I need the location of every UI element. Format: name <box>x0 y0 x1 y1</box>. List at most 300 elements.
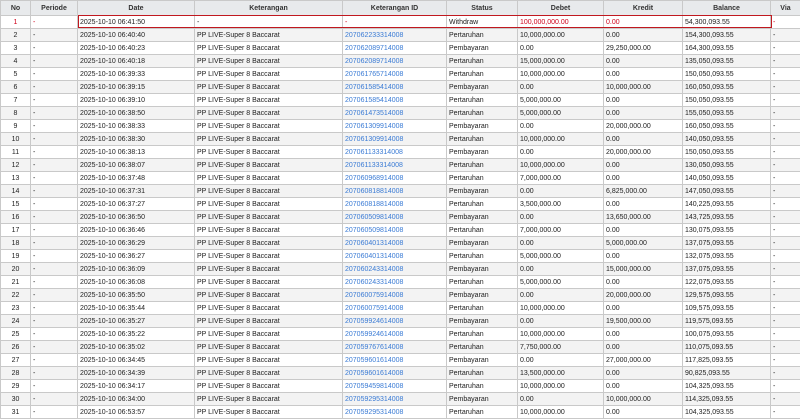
status-cell: Pembayaran <box>447 354 518 367</box>
keterangan-id-link[interactable]: 207059924614008 <box>343 328 447 341</box>
balance-cell: 119,575,093.55 <box>683 315 771 328</box>
column-header[interactable]: Balance <box>683 1 771 16</box>
keterangan-id-link[interactable]: 207060243314008 <box>343 263 447 276</box>
status-cell: Pertaruhan <box>447 68 518 81</box>
date-cell: 2025-10-10 06:35:27 <box>78 315 195 328</box>
balance-cell: 164,300,093.55 <box>683 42 771 55</box>
via-cell: - <box>771 94 800 107</box>
date-cell: 2025-10-10 06:40:18 <box>78 55 195 68</box>
balance-cell: 117,825,093.55 <box>683 354 771 367</box>
balance-cell: 104,325,093.55 <box>683 406 771 419</box>
table-row <box>1 172 800 185</box>
column-header[interactable]: Keterangan <box>195 1 343 16</box>
kredit-cell: 0.00 <box>604 16 683 29</box>
kredit-cell: 10,000,000.00 <box>604 81 683 94</box>
date-cell: 2025-10-10 06:38:07 <box>78 159 195 172</box>
keterangan-cell: PP LIVE-Super 8 Baccarat <box>195 107 343 120</box>
table-row <box>1 393 800 406</box>
debet-cell: 0.00 <box>518 211 604 224</box>
table-row <box>1 146 800 159</box>
keterangan-cell: PP LIVE-Super 8 Baccarat <box>195 211 343 224</box>
balance-cell: 100,075,093.55 <box>683 328 771 341</box>
keterangan-id-link[interactable]: 207060401314008 <box>343 237 447 250</box>
date-cell: 2025-10-10 06:36:09 <box>78 263 195 276</box>
column-header[interactable]: Via <box>771 1 800 16</box>
row-number: 26 <box>1 341 31 354</box>
periode-cell: - <box>31 94 78 107</box>
via-cell: - <box>771 68 800 81</box>
periode-cell: - <box>31 341 78 354</box>
keterangan-cell: PP LIVE-Super 8 Baccarat <box>195 198 343 211</box>
table-row <box>1 133 800 146</box>
date-cell: 2025-10-10 06:39:10 <box>78 94 195 107</box>
date-cell: 2025-10-10 06:35:02 <box>78 341 195 354</box>
keterangan-cell: PP LIVE-Super 8 Baccarat <box>195 146 343 159</box>
keterangan-id-link[interactable]: 207061473514008 <box>343 107 447 120</box>
via-cell: - <box>771 354 800 367</box>
kredit-cell: 0.00 <box>604 224 683 237</box>
column-header[interactable]: Date <box>78 1 195 16</box>
debet-cell: 0.00 <box>518 289 604 302</box>
kredit-cell: 13,650,000.00 <box>604 211 683 224</box>
keterangan-id-link[interactable]: 207060243314008 <box>343 276 447 289</box>
balance-cell: 140,050,093.55 <box>683 172 771 185</box>
balance-cell: 143,725,093.55 <box>683 211 771 224</box>
debet-cell: 10,000,000.00 <box>518 133 604 146</box>
via-cell: - <box>771 120 800 133</box>
periode-cell: - <box>31 198 78 211</box>
date-cell: 2025-10-10 06:40:23 <box>78 42 195 55</box>
via-cell: - <box>771 146 800 159</box>
balance-cell: 135,050,093.55 <box>683 55 771 68</box>
column-header[interactable]: Status <box>447 1 518 16</box>
periode-cell: - <box>31 146 78 159</box>
table-row <box>1 263 800 276</box>
date-cell: 2025-10-10 06:53:57 <box>78 406 195 419</box>
keterangan-id-link[interactable]: 207059295314008 <box>343 393 447 406</box>
periode-cell: - <box>31 224 78 237</box>
keterangan-cell: PP LIVE-Super 8 Baccarat <box>195 172 343 185</box>
date-cell: 2025-10-10 06:36:50 <box>78 211 195 224</box>
debet-cell: 10,000,000.00 <box>518 406 604 419</box>
kredit-cell: 27,000,000.00 <box>604 354 683 367</box>
status-cell: Pembayaran <box>447 211 518 224</box>
status-cell: Pembayaran <box>447 393 518 406</box>
keterangan-id-link[interactable]: 207061765714008 <box>343 68 447 81</box>
row-number: 20 <box>1 263 31 276</box>
date-cell: 2025-10-10 06:41:50 <box>78 16 195 29</box>
debet-cell: 0.00 <box>518 263 604 276</box>
via-cell: - <box>771 237 800 250</box>
row-number: 12 <box>1 159 31 172</box>
date-cell: 2025-10-10 06:36:27 <box>78 250 195 263</box>
keterangan-cell: PP LIVE-Super 8 Baccarat <box>195 406 343 419</box>
keterangan-cell: PP LIVE-Super 8 Baccarat <box>195 315 343 328</box>
kredit-cell: 0.00 <box>604 198 683 211</box>
debet-cell: 7,750,000.00 <box>518 341 604 354</box>
row-number: 23 <box>1 302 31 315</box>
balance-cell: 150,050,093.55 <box>683 68 771 81</box>
debet-cell: 0.00 <box>518 120 604 133</box>
status-cell: Pertaruhan <box>447 55 518 68</box>
row-number: 15 <box>1 198 31 211</box>
date-cell: 2025-10-10 06:34:17 <box>78 380 195 393</box>
status-cell: Pertaruhan <box>447 328 518 341</box>
debet-cell: 10,000,000.00 <box>518 380 604 393</box>
keterangan-id-link[interactable]: 207060968914008 <box>343 172 447 185</box>
periode-cell: - <box>31 159 78 172</box>
via-cell: - <box>771 367 800 380</box>
column-header[interactable]: Debet <box>518 1 604 16</box>
row-number: 1 <box>1 16 31 29</box>
row-number: 22 <box>1 289 31 302</box>
row-number: 21 <box>1 276 31 289</box>
table-row <box>1 224 800 237</box>
kredit-cell: 0.00 <box>604 55 683 68</box>
table-row <box>1 120 800 133</box>
table-row <box>1 198 800 211</box>
kredit-cell: 19,500,000.00 <box>604 315 683 328</box>
table-row <box>1 250 800 263</box>
row-number: 19 <box>1 250 31 263</box>
periode-cell: - <box>31 289 78 302</box>
date-cell: 2025-10-10 06:37:31 <box>78 185 195 198</box>
row-number: 27 <box>1 354 31 367</box>
periode-cell: - <box>31 42 78 55</box>
row-number: 18 <box>1 237 31 250</box>
table-row <box>1 380 800 393</box>
via-cell: - <box>771 198 800 211</box>
debet-cell: 10,000,000.00 <box>518 68 604 81</box>
table-row <box>1 42 800 55</box>
keterangan-cell: PP LIVE-Super 8 Baccarat <box>195 42 343 55</box>
date-cell: 2025-10-10 06:35:50 <box>78 289 195 302</box>
periode-cell: - <box>31 354 78 367</box>
table-row <box>1 29 800 42</box>
date-cell: 2025-10-10 06:37:27 <box>78 198 195 211</box>
balance-cell: 137,075,093.55 <box>683 263 771 276</box>
via-cell: - <box>771 406 800 419</box>
keterangan-cell: PP LIVE-Super 8 Baccarat <box>195 276 343 289</box>
keterangan-id-link[interactable]: 207059924614008 <box>343 315 447 328</box>
via-cell: - <box>771 393 800 406</box>
periode-cell: - <box>31 263 78 276</box>
table-row <box>1 406 800 419</box>
balance-cell: 140,050,093.55 <box>683 133 771 146</box>
keterangan-id-link[interactable]: 207059767614008 <box>343 341 447 354</box>
kredit-cell: 15,000,000.00 <box>604 263 683 276</box>
keterangan-cell: PP LIVE-Super 8 Baccarat <box>195 94 343 107</box>
balance-cell: 129,575,093.55 <box>683 289 771 302</box>
debet-cell: 10,000,000.00 <box>518 328 604 341</box>
table-row <box>1 211 800 224</box>
date-cell: 2025-10-10 06:40:40 <box>78 29 195 42</box>
periode-cell: - <box>31 81 78 94</box>
kredit-cell: 0.00 <box>604 380 683 393</box>
balance-cell: 90,825,093.55 <box>683 367 771 380</box>
via-cell: - <box>771 159 800 172</box>
keterangan-cell: PP LIVE-Super 8 Baccarat <box>195 133 343 146</box>
debet-cell: 7,000,000.00 <box>518 172 604 185</box>
kredit-cell: 0.00 <box>604 367 683 380</box>
debet-cell: 3,500,000.00 <box>518 198 604 211</box>
status-cell: Pertaruhan <box>447 367 518 380</box>
periode-cell: - <box>31 367 78 380</box>
status-cell: Pertaruhan <box>447 341 518 354</box>
column-header[interactable]: Kredit <box>604 1 683 16</box>
balance-cell: 130,075,093.55 <box>683 224 771 237</box>
via-cell: - <box>771 172 800 185</box>
row-number: 31 <box>1 406 31 419</box>
periode-cell: - <box>31 315 78 328</box>
via-cell: - <box>771 276 800 289</box>
debet-cell: 0.00 <box>518 393 604 406</box>
debet-cell: 5,000,000.00 <box>518 276 604 289</box>
row-number: 17 <box>1 224 31 237</box>
table-row <box>1 328 800 341</box>
date-cell: 2025-10-10 06:36:46 <box>78 224 195 237</box>
table-row <box>1 159 800 172</box>
date-cell: 2025-10-10 06:38:30 <box>78 133 195 146</box>
status-cell: Pertaruhan <box>447 172 518 185</box>
keterangan-cell: PP LIVE-Super 8 Baccarat <box>195 120 343 133</box>
date-cell: 2025-10-10 06:36:29 <box>78 237 195 250</box>
date-cell: 2025-10-10 06:39:33 <box>78 68 195 81</box>
keterangan-cell: PP LIVE-Super 8 Baccarat <box>195 263 343 276</box>
status-cell: Pembayaran <box>447 289 518 302</box>
debet-cell: 0.00 <box>518 81 604 94</box>
row-number: 10 <box>1 133 31 146</box>
status-cell: Pertaruhan <box>447 250 518 263</box>
keterangan-id-link[interactable]: 207062089714008 <box>343 55 447 68</box>
keterangan-cell: PP LIVE-Super 8 Baccarat <box>195 55 343 68</box>
keterangan-id-link[interactable]: 207060075914008 <box>343 289 447 302</box>
kredit-cell: 0.00 <box>604 328 683 341</box>
keterangan-id-link[interactable]: 207059459814008 <box>343 380 447 393</box>
status-cell: Pembayaran <box>447 42 518 55</box>
periode-cell: - <box>31 55 78 68</box>
status-cell: Pertaruhan <box>447 133 518 146</box>
kredit-cell: 0.00 <box>604 341 683 354</box>
keterangan-id-link[interactable]: 207061309914008 <box>343 120 447 133</box>
keterangan-cell: PP LIVE-Super 8 Baccarat <box>195 159 343 172</box>
balance-cell: 160,050,093.55 <box>683 81 771 94</box>
keterangan-id-link[interactable]: 207060509814008 <box>343 211 447 224</box>
via-cell: - <box>771 133 800 146</box>
status-cell: Pertaruhan <box>447 276 518 289</box>
row-number: 11 <box>1 146 31 159</box>
keterangan-cell: PP LIVE-Super 8 Baccarat <box>195 68 343 81</box>
row-number: 8 <box>1 107 31 120</box>
table-row <box>1 185 800 198</box>
status-cell: Pembayaran <box>447 120 518 133</box>
table-row <box>1 354 800 367</box>
via-cell: - <box>771 107 800 120</box>
keterangan-id-link[interactable]: 207061585414008 <box>343 94 447 107</box>
balance-cell: 114,325,093.55 <box>683 393 771 406</box>
keterangan-cell: PP LIVE-Super 8 Baccarat <box>195 29 343 42</box>
date-cell: 2025-10-10 06:38:33 <box>78 120 195 133</box>
keterangan-id-link[interactable]: 207061133314008 <box>343 146 447 159</box>
table-row <box>1 315 800 328</box>
keterangan-cell: PP LIVE-Super 8 Baccarat <box>195 354 343 367</box>
kredit-cell: 0.00 <box>604 133 683 146</box>
date-cell: 2025-10-10 06:39:15 <box>78 81 195 94</box>
status-cell: Pertaruhan <box>447 94 518 107</box>
via-cell: - <box>771 42 800 55</box>
debet-cell: 7,000,000.00 <box>518 224 604 237</box>
keterangan-cell: PP LIVE-Super 8 Baccarat <box>195 237 343 250</box>
status-cell: Pertaruhan <box>447 198 518 211</box>
balance-cell: 130,050,093.55 <box>683 159 771 172</box>
row-number: 13 <box>1 172 31 185</box>
kredit-cell: 0.00 <box>604 302 683 315</box>
date-cell: 2025-10-10 06:34:45 <box>78 354 195 367</box>
status-cell: Pembayaran <box>447 146 518 159</box>
keterangan-id-link[interactable]: 207061309914008 <box>343 133 447 146</box>
status-cell: Pembayaran <box>447 81 518 94</box>
via-cell: - <box>771 315 800 328</box>
balance-cell: 137,075,093.55 <box>683 237 771 250</box>
row-number: 24 <box>1 315 31 328</box>
row-number: 29 <box>1 380 31 393</box>
row-number: 6 <box>1 81 31 94</box>
row-number: 25 <box>1 328 31 341</box>
balance-cell: 150,050,093.55 <box>683 94 771 107</box>
kredit-cell: 0.00 <box>604 406 683 419</box>
keterangan-cell: PP LIVE-Super 8 Baccarat <box>195 341 343 354</box>
kredit-cell: 0.00 <box>604 68 683 81</box>
periode-cell: - <box>31 68 78 81</box>
table-row <box>1 81 800 94</box>
kredit-cell: 6,825,000.00 <box>604 185 683 198</box>
keterangan-id-link[interactable]: 207060509814008 <box>343 224 447 237</box>
periode-cell: - <box>31 185 78 198</box>
debet-cell: 0.00 <box>518 185 604 198</box>
status-cell: Pertaruhan <box>447 107 518 120</box>
debet-cell: 10,000,000.00 <box>518 302 604 315</box>
balance-cell: 154,300,093.55 <box>683 29 771 42</box>
kredit-cell: 10,000,000.00 <box>604 393 683 406</box>
balance-cell: 150,050,093.55 <box>683 146 771 159</box>
date-cell: 2025-10-10 06:34:39 <box>78 367 195 380</box>
table-row <box>1 302 800 315</box>
keterangan-id-link[interactable]: 207060075914008 <box>343 302 447 315</box>
date-cell: 2025-10-10 06:38:13 <box>78 146 195 159</box>
periode-cell: - <box>31 250 78 263</box>
debet-cell: 0.00 <box>518 315 604 328</box>
keterangan-cell: PP LIVE-Super 8 Baccarat <box>195 81 343 94</box>
debet-cell: 100,000,000.00 <box>518 16 604 29</box>
row-number: 28 <box>1 367 31 380</box>
balance-cell: 155,050,093.55 <box>683 107 771 120</box>
keterangan-id-link[interactable]: 207059601614008 <box>343 367 447 380</box>
debet-cell: 5,000,000.00 <box>518 94 604 107</box>
keterangan-id-link[interactable]: 207059601614008 <box>343 354 447 367</box>
periode-cell: - <box>31 133 78 146</box>
via-cell: - <box>771 328 800 341</box>
table-row <box>1 68 800 81</box>
status-cell: Pembayaran <box>447 185 518 198</box>
balance-cell: 132,075,093.55 <box>683 250 771 263</box>
periode-cell: - <box>31 211 78 224</box>
keterangan-id-link[interactable]: 207060401314008 <box>343 250 447 263</box>
periode-cell: - <box>31 302 78 315</box>
keterangan-cell: PP LIVE-Super 8 Baccarat <box>195 367 343 380</box>
table-row <box>1 107 800 120</box>
keterangan-id-link[interactable]: 207061133314008 <box>343 159 447 172</box>
column-header[interactable]: Periode <box>31 1 78 16</box>
status-cell: Pertaruhan <box>447 29 518 42</box>
balance-cell: 110,075,093.55 <box>683 341 771 354</box>
keterangan-cell: PP LIVE-Super 8 Baccarat <box>195 289 343 302</box>
kredit-cell: 0.00 <box>604 159 683 172</box>
keterangan-cell: - <box>195 16 343 29</box>
date-cell: 2025-10-10 06:35:44 <box>78 302 195 315</box>
via-cell: - <box>771 250 800 263</box>
balance-cell: 147,050,093.55 <box>683 185 771 198</box>
status-cell: Pembayaran <box>447 263 518 276</box>
balance-cell: 104,325,093.55 <box>683 380 771 393</box>
row-number: 30 <box>1 393 31 406</box>
debet-cell: 15,000,000.00 <box>518 55 604 68</box>
kredit-cell: 20,000,000.00 <box>604 120 683 133</box>
date-cell: 2025-10-10 06:36:08 <box>78 276 195 289</box>
kredit-cell: 5,000,000.00 <box>604 237 683 250</box>
via-cell: - <box>771 29 800 42</box>
status-cell: Pertaruhan <box>447 159 518 172</box>
periode-cell: - <box>31 237 78 250</box>
keterangan-cell: PP LIVE-Super 8 Baccarat <box>195 328 343 341</box>
keterangan-id-link[interactable]: 207062089714008 <box>343 42 447 55</box>
via-cell: - <box>771 211 800 224</box>
row-number: 3 <box>1 42 31 55</box>
debet-cell: 0.00 <box>518 354 604 367</box>
keterangan-id-link[interactable]: 207062233314008 <box>343 29 447 42</box>
status-cell: Pertaruhan <box>447 406 518 419</box>
date-cell: 2025-10-10 06:35:22 <box>78 328 195 341</box>
via-cell: - <box>771 263 800 276</box>
periode-cell: - <box>31 393 78 406</box>
keterangan-cell: PP LIVE-Super 8 Baccarat <box>195 302 343 315</box>
balance-cell: 122,075,093.55 <box>683 276 771 289</box>
keterangan-id-link[interactable]: 207061585414008 <box>343 81 447 94</box>
periode-cell: - <box>31 120 78 133</box>
periode-cell: - <box>31 16 78 29</box>
row-number: 2 <box>1 29 31 42</box>
keterangan-id-link[interactable]: 207060818814008 <box>343 185 447 198</box>
debet-cell: 10,000,000.00 <box>518 159 604 172</box>
column-header[interactable]: Keterangan ID <box>343 1 447 16</box>
debet-cell: 0.00 <box>518 146 604 159</box>
debet-cell: 5,000,000.00 <box>518 250 604 263</box>
kredit-cell: 0.00 <box>604 250 683 263</box>
date-cell: 2025-10-10 06:38:50 <box>78 107 195 120</box>
table-header-row <box>1 1 800 16</box>
date-cell: 2025-10-10 06:37:48 <box>78 172 195 185</box>
keterangan-id-link[interactable]: 207059295314008 <box>343 406 447 419</box>
debet-cell: 0.00 <box>518 237 604 250</box>
via-cell: - <box>771 302 800 315</box>
row-number: 9 <box>1 120 31 133</box>
table-row <box>1 367 800 380</box>
keterangan-id-link[interactable]: 207060818814008 <box>343 198 447 211</box>
keterangan-cell: PP LIVE-Super 8 Baccarat <box>195 250 343 263</box>
kredit-cell: 0.00 <box>604 29 683 42</box>
row-number: 14 <box>1 185 31 198</box>
kredit-cell: 29,250,000.00 <box>604 42 683 55</box>
column-header[interactable]: No <box>1 1 31 16</box>
